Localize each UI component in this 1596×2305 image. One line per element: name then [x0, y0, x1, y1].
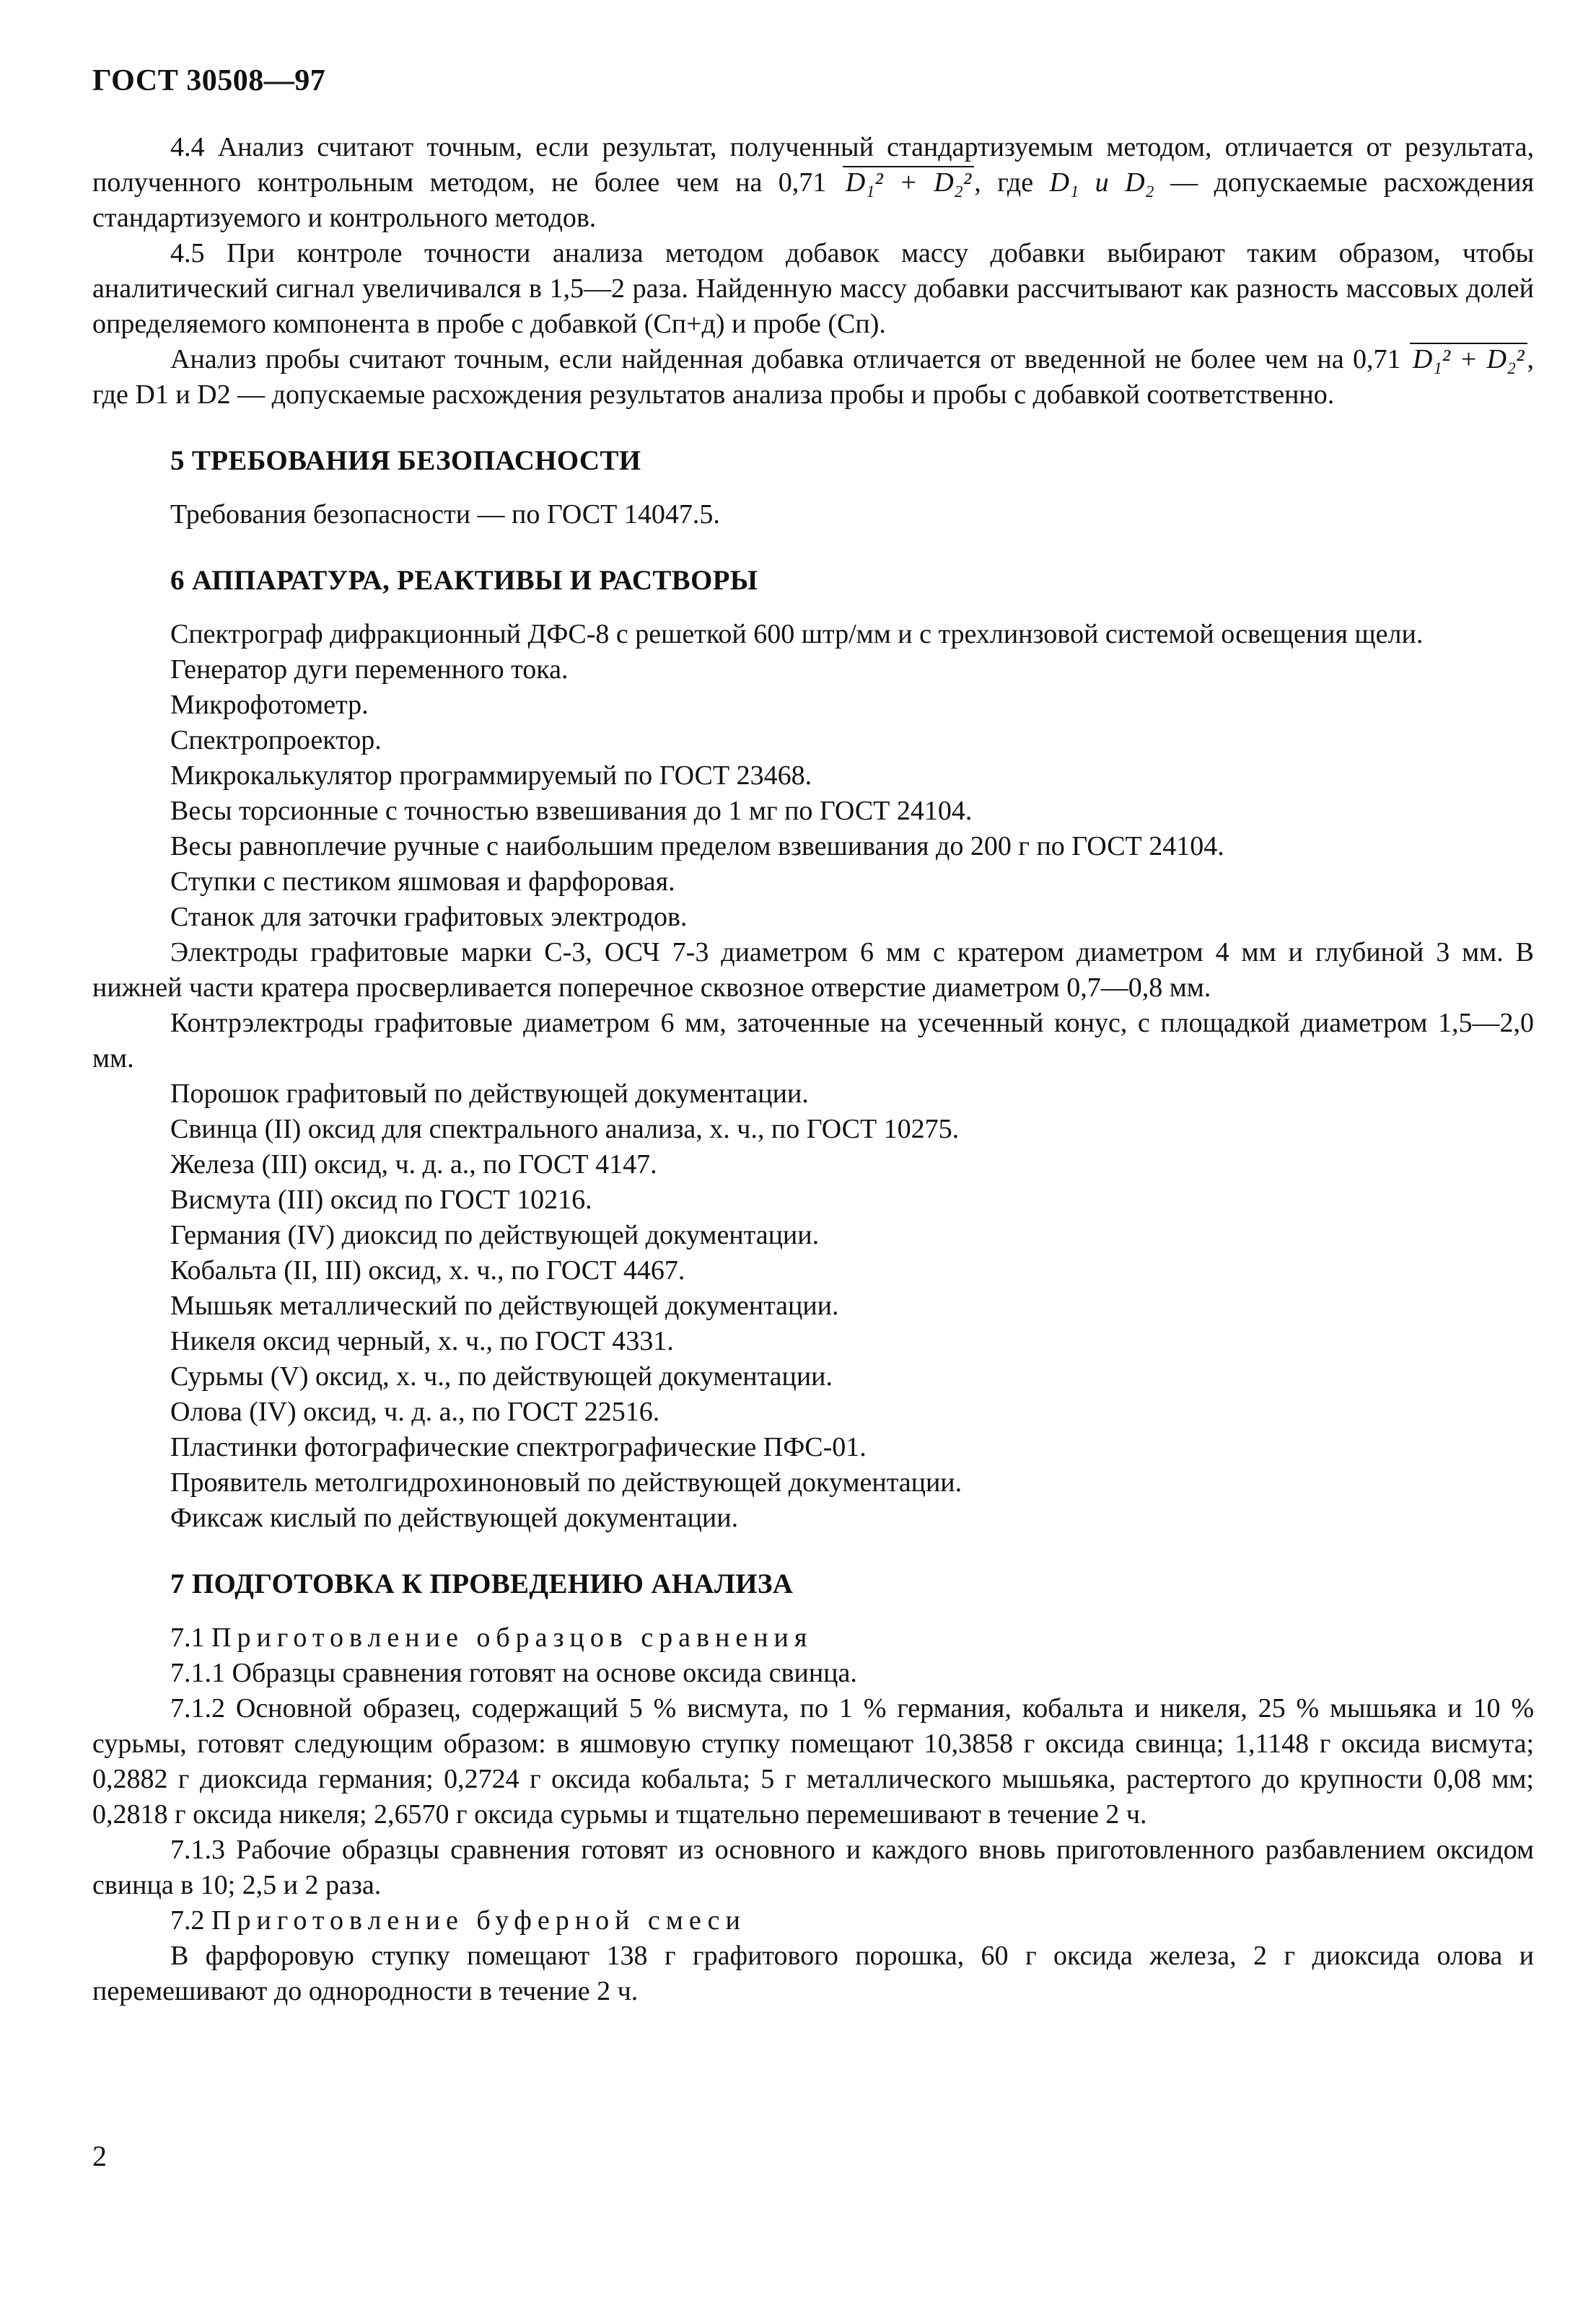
list-item: Сурьмы (V) оксид, х. ч., по действующей документации.	[170, 1361, 833, 1392]
section-7-heading: 7 ПОДГОТОВКА К ПРОВЕДЕНИЮ АНАЛИЗА	[170, 1568, 794, 1599]
list-item: Микрокалькулятор программируемый по ГОСТ 23468.	[170, 760, 812, 791]
paragraph-7-1-2: 7.1.2 Основной образец, содержащий 5 % висмута, по 1 % германия, кобальта и никеля, 25 % мышьяка и 10 % сурьмы, готовят следующим образом: в яшмовую ступку помещают 10,3858 г оксида свинца; 1,1148 г оксида висмута; 0,2882 г диоксида германия; 0,2724 г оксида кобальта; 5 г металлического мышьяка, растертого до крупности 0,08 мм; 0,2818 г оксида никеля; 2,6570 г оксида сурьмы и тщательно перемешивают в течение 2 ч.	[92, 1693, 1534, 1830]
list-item: Никеля оксид черный, х. ч., по ГОСТ 4331.	[170, 1326, 674, 1356]
sqrt-formula-2: D₁² + D₂²	[1410, 343, 1527, 374]
list-item: Висмута (III) оксид по ГОСТ 10216.	[170, 1185, 592, 1215]
paragraph-7-1-1: 7.1.1 Образцы сравнения готовят на основе оксида свинца.	[170, 1658, 857, 1688]
paragraph-7-2: В фарфоровую ступку помещают 138 г графитового порошка, 60 г оксида железа, 2 г диоксида олова и перемешивают до однородности в течение 2 ч.	[92, 1941, 1534, 2006]
page-number: 2	[92, 2140, 107, 2172]
section-5-heading: 5 ТРЕБОВАНИЯ БЕЗОПАСНОСТИ	[170, 445, 641, 476]
paragraph-4-5: 4.5 При контроле точности анализа методом добавок массу добавки выбирают таким образом, чтобы аналитический сигнал увеличивался в 1,5—2 раза. Найденную массу добавки рассчитывают как разность массовых долей определяемого компонента в пробе с добавкой (Cп+д) и пробе (Cп).	[92, 238, 1534, 339]
list-item: Порошок графитовый по действующей документации.	[170, 1079, 809, 1109]
list-item: Электроды графитовые марки С-3, ОСЧ 7-3 диаметром 6 мм с кратером диаметром 4 мм и глубиной 3 мм. В нижней части кратера просверливается поперечное сквозное отверстие диаметром 0,7—0,8 мм.	[92, 937, 1534, 1003]
list-item: Спектрограф дифракционный ДФС-8 с решеткой 600 штр/мм и с трехлинзовой системой освещения щели.	[170, 619, 1424, 649]
list-item: Весы торсионные с точностью взвешивания до 1 мг по ГОСТ 24104.	[170, 796, 973, 826]
list-item: Пластинки фотографические спектрографические ПФС-01.	[170, 1432, 867, 1462]
list-item: Кобальта (II, III) оксид, х. ч., по ГОСТ 4467.	[170, 1255, 685, 1286]
section-6-heading: 6 АППАРАТУРА, РЕАКТИВЫ И РАСТВОРЫ	[170, 565, 758, 596]
list-item: Весы равноплечие ручные с наибольшим пределом взвешивания до 200 г по ГОСТ 24104.	[170, 831, 1224, 861]
list-item: Германия (IV) диоксид по действующей документации.	[170, 1220, 820, 1250]
list-item: Ступки с пестиком яшмовая и фарфоровая.	[170, 866, 675, 897]
list-item: Мышьяк металлический по действующей документации.	[170, 1291, 839, 1321]
list-item: Генератор дуги переменного тока.	[170, 654, 569, 685]
sqrt-formula: D₁² + D₂²	[843, 166, 975, 198]
subsection-7-1-title: 7.1 Приготовление образцов сравнения	[170, 1623, 813, 1653]
subsection-7-2-title: 7.2 Приготовление буферной смеси	[170, 1905, 746, 1936]
list-item: Проявитель метолгидрохиноновый по действующей документации.	[170, 1467, 963, 1498]
section-5-text: Требования безопасности — по ГОСТ 14047.5.	[170, 499, 720, 530]
list-item: Спектропроектор.	[170, 725, 382, 755]
paragraph-7-1-3: 7.1.3 Рабочие образцы сравнения готовят из основного и каждого вновь приготовленного разбавлением оксидом свинца в 10; 2,5 и 2 раза.	[92, 1835, 1534, 1900]
document-body	[92, 130, 1534, 2009]
list-item: Контрэлектроды графитовые диаметром 6 мм, заточенные на усеченный конус, с площадкой диаметром 1,5—2,0 мм.	[92, 1008, 1534, 1074]
list-item: Станок для заточки графитовых электродов.	[170, 902, 688, 932]
paragraph-4-4: 4.4 Анализ считают точным, если результат, полученный стандартизуемым методом, отличается от результата, полученного контрольным методом, не более чем на 0,71 D₁² + D₂² , где D₁ и D₂ — допускаемые расхождения стандартизуемого и контрольного методов.	[92, 132, 1535, 233]
list-item: Олова (IV) оксид, ч. д. а., по ГОСТ 22516.	[170, 1397, 660, 1427]
list-item: Микрофотометр.	[170, 690, 369, 720]
list-item: Фиксаж кислый по действующей документации.	[170, 1503, 739, 1533]
list-item: Железа (III) оксид, ч. д. а., по ГОСТ 4147.	[170, 1149, 657, 1180]
equipment-list	[92, 617, 1534, 1536]
list-item: Свинца (II) оксид для спектрального анализа, х. ч., по ГОСТ 10275.	[170, 1114, 960, 1144]
document-header: ГОСТ 30508—97	[92, 64, 326, 97]
paragraph-4-6: Анализ пробы считают точным, если найденная добавка отличается от введенной не более чем на 0,71 D₁² + D₂² , где D1 и D2 — допускаемые расхождения результатов анализа пробы и пробы с добавкой соответственно.	[92, 344, 1534, 410]
